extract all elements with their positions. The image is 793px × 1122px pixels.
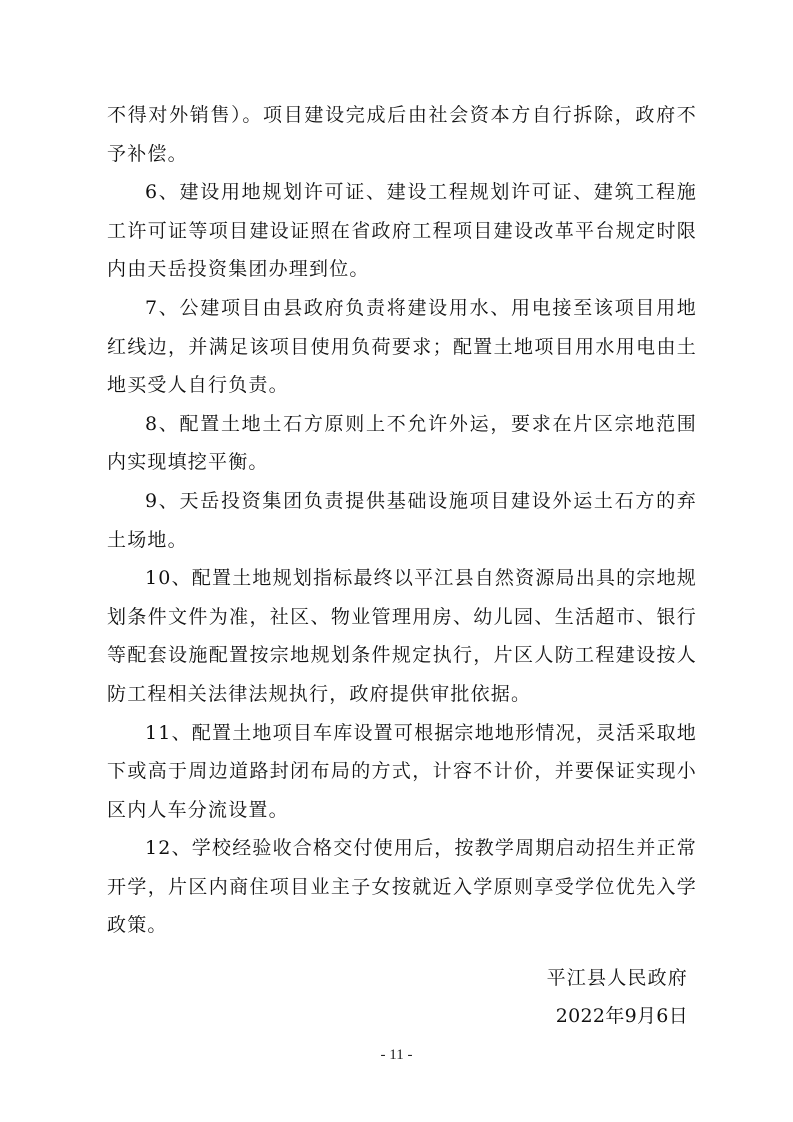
paragraph-continuation: 不得对外销售）。项目建设完成后由社会资本方自行拆除，政府不予补偿。 [107,104,697,165]
page-number: - 11 - [380,1047,413,1063]
paragraph-item-6: 6、建设用地规划许可证、建设工程规划许可证、建筑工程施工许可证等项目建设证照在省政府工程项目建设改革平台规定时限内由天岳投资集团办理到位。 [107,181,697,281]
issuer-name: 平江县人民政府 [546,967,688,989]
document-body [107,96,697,945]
signature-block [547,959,688,1035]
paragraph-item-8: 8、配置土地土石方原则上不允许外运，要求在片区宗地范围内实现填挖平衡。 [107,412,697,474]
issue-date: 2022年9月6日 [555,1005,688,1027]
paragraph-item-10: 10、配置土地规划指标最终以平江县自然资源局出具的宗地规划条件文件为准，社区、物业管理用房、幼儿园、生活超市、银行等配套设施配置按宗地规划条件规定执行，片区人防工程建设按人防工程相关法律法规执行，政府提供审批依据。 [107,567,697,705]
paragraph-item-11: 11、配置土地项目车库设置可根据宗地地形情况，灵活采取地下或高于周边道路封闭布局的方式，计容不计价，并要保证实现小区内人车分流设置。 [107,721,697,821]
paragraph-item-7: 7、公建项目由县政府负责将建设用水、用电接至该项目用地红线边，并满足该项目使用负荷要求；配置土地项目用水用电由土地买受人自行负责。 [107,296,697,397]
paragraph-item-9: 9、天岳投资集团负责提供基础设施项目建设外运土石方的弃土场地。 [107,489,697,551]
paragraph-item-12: 12、学校经验收合格交付使用后，按教学周期启动招生并正常开学，片区内商住项目业主子女按就近入学原则享受学位优先入学政策。 [107,837,697,937]
